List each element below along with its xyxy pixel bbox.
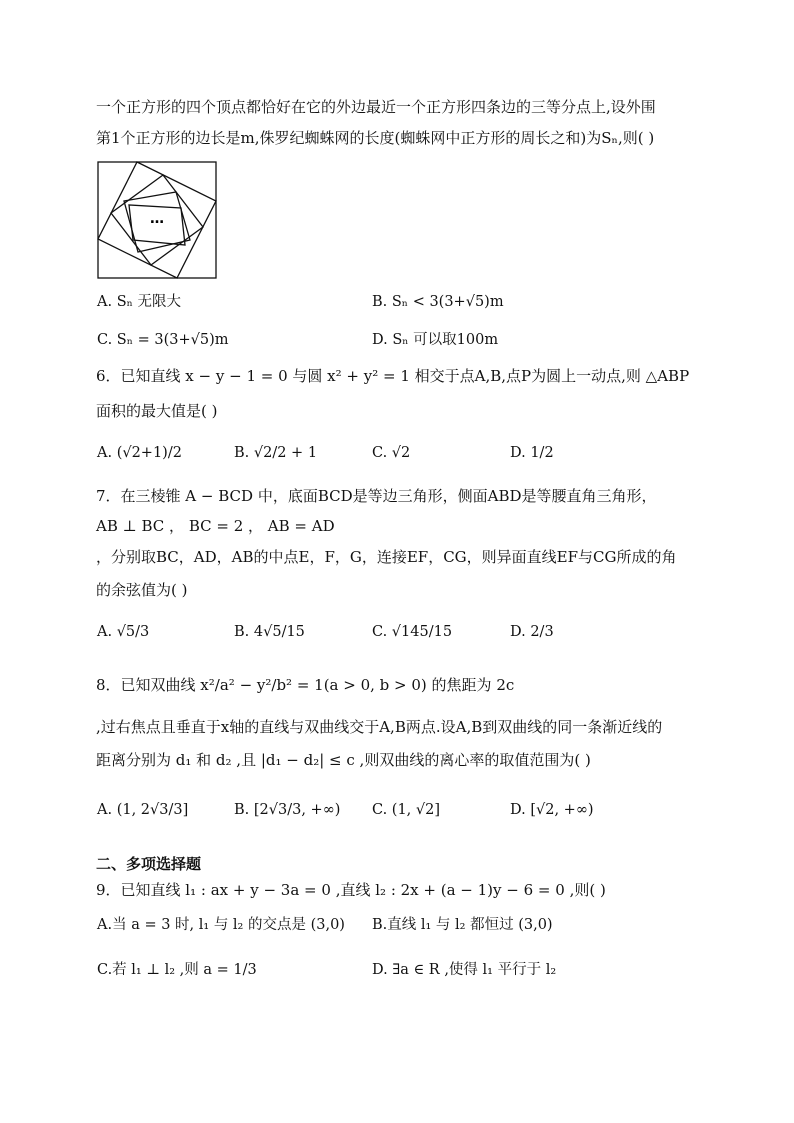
q5-line-1: 一个正方形的四个顶点都恰好在它的外边最近一个正方形四条边的三等分点上,设外围 xyxy=(96,98,656,116)
q8-option-d[interactable]: D. [√2, +∞) xyxy=(510,802,594,818)
q9-option-b[interactable]: B.直线 l₁ 与 l₂ 都恒过 (3,0) xyxy=(372,917,553,933)
q7-line-4: 的余弦值为( ) xyxy=(96,581,188,599)
q6-option-c[interactable]: C. √2 xyxy=(372,445,411,461)
q8-line-1: 8．已知双曲线 x²/a² − y²/b² = 1(a > 0, b > 0) 的焦距为 2c xyxy=(96,676,515,694)
section-heading: 二、多项选择题 xyxy=(96,855,202,873)
q6-line-2: 面积的最大值是( ) xyxy=(96,402,218,420)
figure-ellipsis: … xyxy=(150,211,164,227)
q9-option-a[interactable]: A.当 a = 3 时, l₁ 与 l₂ 的交点是 (3,0) xyxy=(97,917,345,933)
q5-option-a[interactable]: A. Sₙ 无限大 xyxy=(97,294,182,310)
q8-option-c[interactable]: C. (1, √2] xyxy=(372,802,441,818)
q7-line-2: AB ⊥ BC ， BC = 2 ， AB = AD xyxy=(96,517,335,535)
q7-option-c[interactable]: C. √145/15 xyxy=(372,624,453,640)
spiral-squares-figure xyxy=(97,161,217,279)
q8-option-b[interactable]: B. [2√3/3, +∞) xyxy=(234,802,341,818)
q8-option-a[interactable]: A. (1, 2√3/3] xyxy=(97,802,189,818)
q5-option-c[interactable]: C. Sₙ = 3(3+√5)m xyxy=(97,332,229,348)
q6-line-1: 6．已知直线 x − y − 1 = 0 与圆 x² + y² = 1 相交于点A,B,点P为圆上一动点,则 △ABP xyxy=(96,367,690,385)
q7-option-b[interactable]: B. 4√5/15 xyxy=(234,624,305,640)
q8-line-3: 距离分别为 d₁ 和 d₂ ,且 |d₁ − d₂| ≤ c ,则双曲线的离心率的取值范围为( ) xyxy=(96,751,591,769)
q7-option-a[interactable]: A. √5/3 xyxy=(97,624,150,640)
q6-option-a[interactable]: A. (√2+1)/2 xyxy=(97,445,182,461)
q5-line-2: 第1个正方形的边长是m,侏罗纪蜘蛛网的长度(蜘蛛网中正方形的周长之和)为Sₙ,则( ) xyxy=(96,129,655,147)
q9-line-1: 9．已知直线 l₁ : ax + y − 3a = 0 ,直线 l₂ : 2x + (a − 1)y − 6 = 0 ,则( ) xyxy=(96,881,606,899)
q9-option-d[interactable]: D. ∃a ∈ R ,使得 l₁ 平行于 l₂ xyxy=(372,962,557,978)
q9-option-c[interactable]: C.若 l₁ ⊥ l₂ ,则 a = 1/3 xyxy=(97,962,257,978)
q7-line-3: ，分别取BC，AD，AB的中点E，F，G，连接EF，CG，则异面直线EF与CG所成的角 xyxy=(96,548,677,566)
q6-option-b[interactable]: B. √2/2 + 1 xyxy=(234,445,318,461)
q5-option-b[interactable]: B. Sₙ < 3(3+√5)m xyxy=(372,294,504,310)
q5-option-d[interactable]: D. Sₙ 可以取100m xyxy=(372,332,499,348)
q6-option-d[interactable]: D. 1/2 xyxy=(510,445,554,461)
q8-line-2: ,过右焦点且垂直于x轴的直线与双曲线交于A,B两点.设A,B到双曲线的同一条渐近线的 xyxy=(96,718,663,736)
q7-line-1: 7．在三棱锥 A − BCD 中，底面BCD是等边三角形，侧面ABD是等腰直角三角形， xyxy=(96,487,657,505)
q7-option-d[interactable]: D. 2/3 xyxy=(510,624,554,640)
